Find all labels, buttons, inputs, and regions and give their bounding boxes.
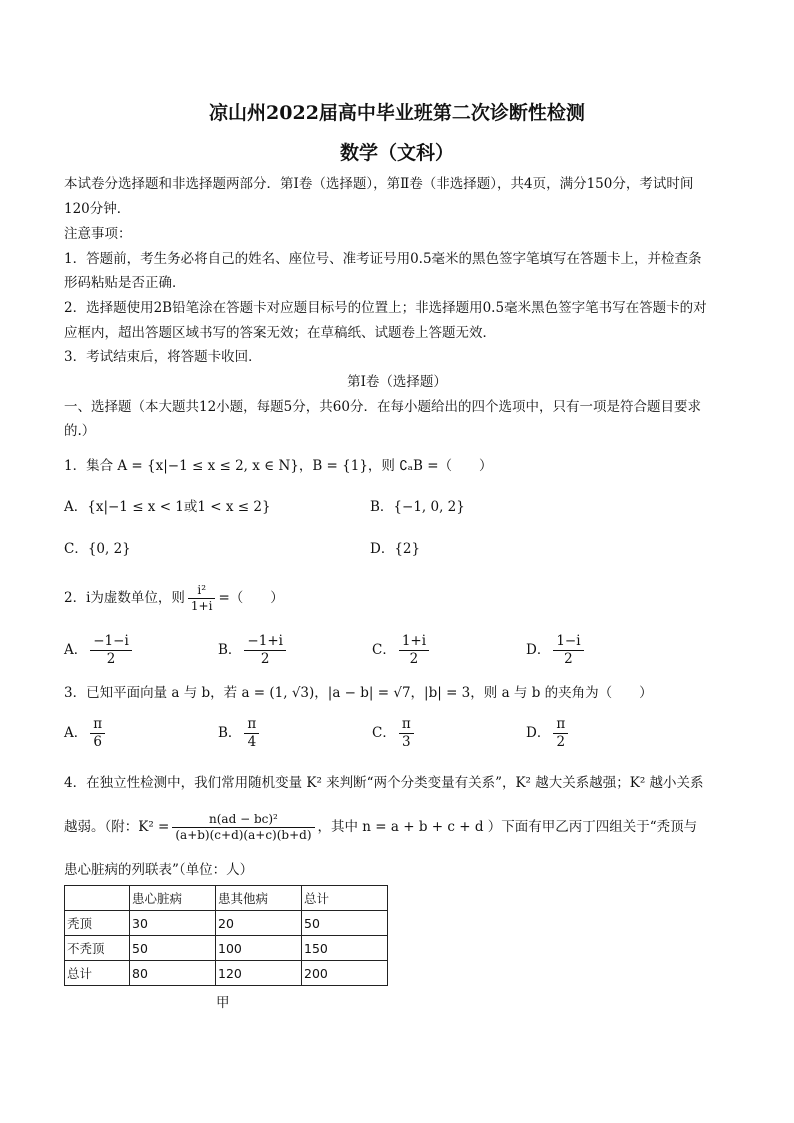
q3-option-c [372,716,417,751]
notice-heading: 注意事项： [64,226,132,242]
fraction-num: −1+i [244,633,286,651]
option-fraction [399,716,414,751]
table-cell: 总计 [65,961,130,986]
q2-fraction [188,583,216,614]
q1-option-c: C．{0, 2} [64,541,131,557]
q1-option-d: D．{2} [370,541,421,557]
table-cell: 秃顶 [65,911,130,936]
option-label: A． [64,642,88,658]
option-label: A． [64,725,88,741]
option-fraction [244,633,286,668]
notice-1-line-1: 1．答题前，考生务必将自己的姓名、座位号、准考证号用0.5毫米的黑色签字笔填写在答题卡上，并检查条 [64,251,702,267]
q2-fraction-den: 1+i [190,599,213,613]
fraction-num: 1−i [553,633,583,651]
fraction-den: 2 [106,651,116,667]
k2-formula-den: (a+b)(c+d)(a+c)(b+d) [175,828,312,842]
fraction-den: 2 [556,734,566,750]
table-row [65,961,388,986]
option-label: B． [218,642,242,658]
option-label: D． [526,725,551,741]
fraction-den: 2 [260,651,270,667]
page-title: 凉山州2022届高中毕业班第二次诊断性检测 [209,102,585,124]
fraction-num: π [553,716,568,734]
q2-option-b [218,633,289,668]
fraction-den: 6 [93,734,102,750]
fraction-num: −1−i [90,633,132,651]
option-fraction [553,633,583,668]
q4-line-3: 患心脏病的列联表”（单位：人） [64,862,254,878]
q3-option-b [218,716,262,751]
q4-line-2-post: ，其中 n = a + b + c + d ）下面有甲乙丙丁四组关于“秃顶与 [317,819,698,835]
intro-line-1: 本试卷分选择题和非选择题两部分．第Ⅰ卷（选择题），第Ⅱ卷（非选择题），共4页，满分150分，考试时间 [64,176,694,192]
k2-formula-num: n(ad − bc)² [172,812,314,828]
table-cell: 患心脏病 [130,886,216,911]
option-label: C． [372,725,396,741]
table-cell [65,886,130,911]
fraction-num: 1+i [399,633,429,651]
table-cell: 总计 [302,886,388,911]
table-row [65,936,388,961]
table-cell: 20 [216,911,302,936]
section-desc-line-1: 一、选择题（本大题共12小题，每题5分，共60分．在每小题给出的四个选项中，只有一项是符合题目要求 [64,399,701,415]
q1-option-a: A．{x|−1 ≤ x < 1或1 < x ≤ 2} [64,499,271,515]
q2-stem [64,583,284,614]
page-subtitle: 数学（文科） [339,142,454,164]
fraction-num: π [244,716,259,734]
contingency-table-jia [64,885,388,986]
q2-stem-pre: 2．i为虚数单位，则 [64,590,185,606]
q2-fraction-num: i² [188,583,216,599]
table-cell: 50 [302,911,388,936]
option-fraction [399,633,429,668]
notice-3: 3．考试结束后，将答题卡收回． [64,349,262,365]
k2-formula [172,812,314,843]
table-cell: 50 [130,936,216,961]
table-cell: 100 [216,936,302,961]
fraction-num: π [90,716,105,734]
q2-stem-post: =（ ） [218,590,284,606]
fraction-den: 2 [409,651,419,667]
option-label: C． [372,642,396,658]
intro-line-2: 120分钟． [64,201,131,217]
table-caption: 甲 [216,995,230,1011]
q4-line-2 [64,812,697,843]
fraction-den: 2 [564,651,573,667]
option-label: B． [218,725,242,741]
q2-option-a [64,633,135,668]
q2-option-c [372,633,432,668]
q4-line-1: 4．在独立性检测中，我们常用随机变量 K² 来判断“两个分类变量有关系”，K² 越大关系越强；K² 越小关系 [64,775,704,791]
table-cell: 患其他病 [216,886,302,911]
fraction-num: π [399,716,414,734]
option-fraction [90,716,105,751]
q3-stem: 3．已知平面向量 a 与 b，若 a = (1, √3)，|a − b| = √7，|b| = 3，则 a 与 b 的夹角为（ ） [64,685,653,701]
q1-option-b: B．{−1, 0, 2} [370,499,465,515]
table-cell: 30 [130,911,216,936]
table-cell: 80 [130,961,216,986]
section-heading: 第Ⅰ卷（选择题） [347,374,447,390]
q4-line-2-pre: 越弱。（附：K² = [64,819,170,835]
option-fraction [244,716,259,751]
option-label: D． [526,642,551,658]
table-cell: 不秃顶 [65,936,130,961]
notice-2-line-2: 应框内，超出答题区域书写的答案无效；在草稿纸、试题卷上答题无效． [64,325,496,341]
fraction-den: 4 [247,734,257,750]
table-cell: 150 [302,936,388,961]
section-desc-line-2: 的.） [64,423,96,439]
option-fraction [553,716,568,751]
table-cell: 200 [302,961,388,986]
table-cell: 120 [216,961,302,986]
q3-option-a [64,716,108,751]
notice-1-line-2: 形码粘贴是否正确． [64,275,186,291]
notice-2-line-1: 2．选择题使用2B铅笔涂在答题卡对应题目标号的位置上；非选择题用0.5毫米黑色签字笔书写在答题卡的对 [64,300,707,316]
table-row [65,911,388,936]
table-header-row [65,886,388,911]
q3-option-d [526,716,571,751]
q2-option-d [526,633,587,668]
option-fraction [90,633,132,668]
fraction-den: 3 [401,734,411,750]
q1-stem: 1．集合 A = {x|−1 ≤ x ≤ 2, x ∈ N}，B = {1}，则 ∁ₐB =（ ） [64,458,493,474]
